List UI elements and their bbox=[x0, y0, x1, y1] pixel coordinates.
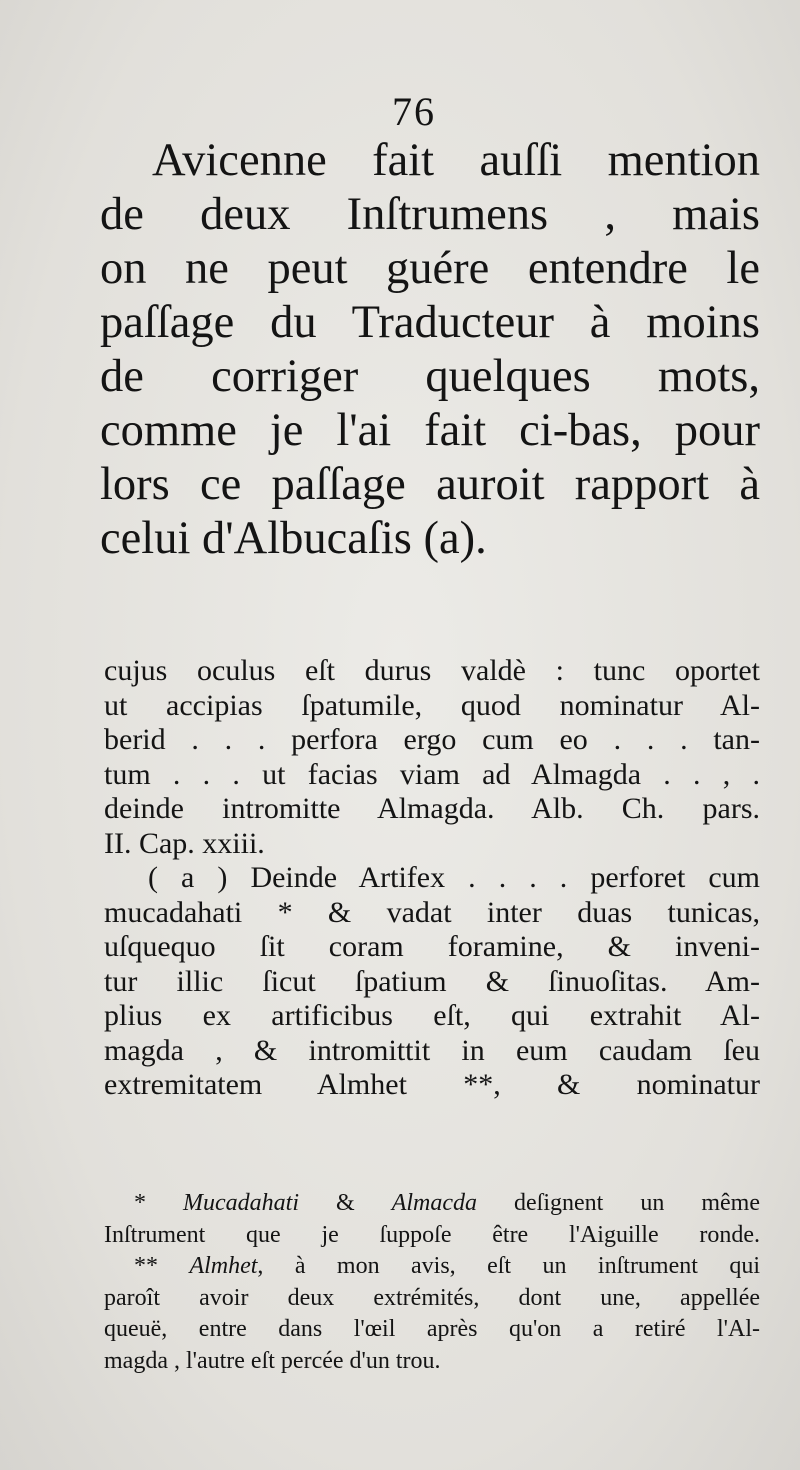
note-2-line: queuë, entre dans l'œil après qu'on a retiré l'Al- bbox=[104, 1316, 760, 1342]
footnote-a-line: plius ex artificibus eſt, qui extrahit Al- bbox=[104, 999, 760, 1032]
main-line: de deux Inſtrumens , mais bbox=[100, 189, 760, 240]
quotation-line: tum . . . ut facias viam ad Almagda . . , . bbox=[104, 757, 760, 791]
main-paragraph bbox=[100, 134, 760, 566]
quotation-line: deinde intromitte Almagda. Alb. Ch. pars. bbox=[104, 792, 760, 825]
author-notes bbox=[104, 1188, 760, 1377]
note-1-ampersand: & bbox=[336, 1190, 355, 1216]
main-line: celui d'Albucaſis (a). bbox=[100, 513, 487, 564]
note-1-term-1: Mucadahati bbox=[183, 1190, 299, 1216]
footnote-a-line: mucadahati * & vadat inter duas tunicas, bbox=[104, 895, 760, 929]
footnote-a-line: tur illic ſicut ſpatium & ſinuoſitas. Am- bbox=[104, 964, 760, 998]
page-number: 76 bbox=[392, 89, 436, 134]
note-2-text: , à mon avis, eſt un inſtrument qui bbox=[257, 1253, 761, 1279]
note-1-text: deſignent un même bbox=[514, 1190, 761, 1216]
quotation-line: cujus oculus eſt durus valdè : tunc oportet bbox=[104, 654, 760, 687]
footnote-a-line: uſquequo ſit coram foramine, & inveni- bbox=[104, 930, 760, 963]
main-line: comme je l'ai fait ci-bas, pour bbox=[100, 405, 760, 456]
note-2-line-1 bbox=[104, 1251, 760, 1283]
note-1-line-2: Inſtrument que je ſuppoſe être l'Aiguille ronde. bbox=[104, 1221, 760, 1248]
footnote-a-line: magda , & intromittit in eum caudam ſeu bbox=[104, 1033, 760, 1067]
latin-quotation bbox=[104, 654, 760, 1103]
main-line: de corriger quelques mots, bbox=[100, 351, 760, 402]
note-1-term-2: Almacda bbox=[391, 1190, 478, 1216]
quotation-line: II. Cap. xxiii. bbox=[104, 826, 265, 860]
main-line: paſſage du Traducteur à moins bbox=[100, 297, 760, 348]
main-line: on ne peut guére entendre le bbox=[100, 243, 760, 294]
note-2-line: paroît avoir deux extrémités, dont une, appellée bbox=[104, 1284, 760, 1311]
quotation-line: ut accipias ſpatumile, quod nominatur Al- bbox=[104, 688, 760, 722]
footnote-a-line: extremitatem Almhet **, & nominatur bbox=[104, 1068, 760, 1101]
note-2-line: magda , l'autre eſt percée d'un trou. bbox=[104, 1347, 441, 1374]
note-2-marker: ** bbox=[134, 1253, 158, 1279]
note-1-marker: * bbox=[134, 1190, 146, 1216]
main-line: lors ce paſſage auroit rapport à bbox=[100, 459, 760, 510]
note-2-term: Almhet bbox=[189, 1253, 258, 1279]
quotation-line: berid . . . perfora ergo cum eo . . . tan- bbox=[104, 723, 760, 756]
footnote-a-line: ( a ) Deinde Artifex . . . . perforet cum bbox=[148, 861, 760, 894]
main-line: Avicenne fait auſſi mention bbox=[152, 135, 760, 186]
note-1-line-1 bbox=[104, 1188, 760, 1220]
